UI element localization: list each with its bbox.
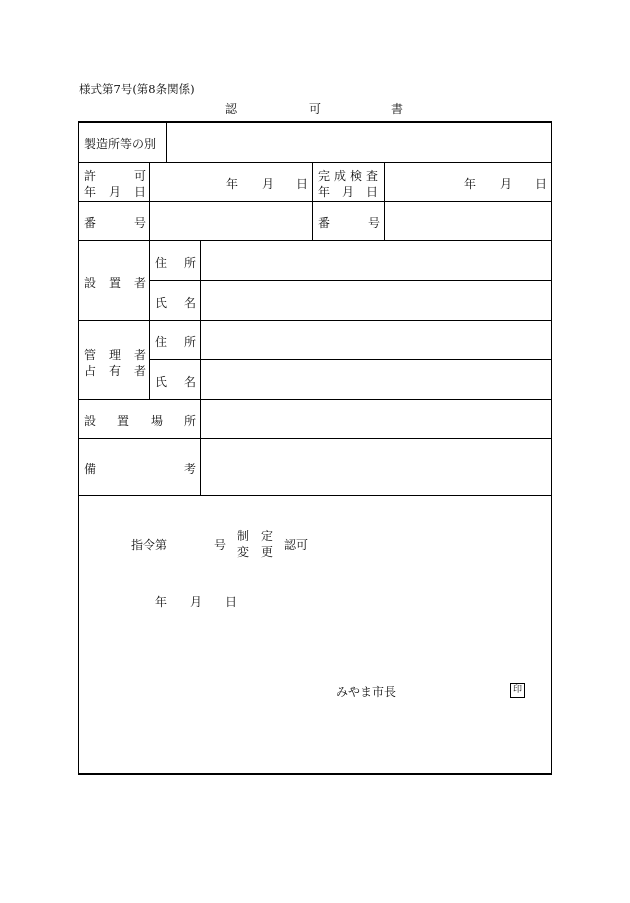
inspection-day-label: 日 [366,185,379,199]
choice-change: 変 更 [237,545,274,559]
inspection-label-char: 検 [350,169,363,183]
inspection-year-label: 年 [318,185,331,199]
table-top-border [78,121,552,123]
choice-enact: 制 定 [237,529,274,543]
inspection-date-year: 年 [464,177,477,191]
permit-date-year: 年 [226,177,239,191]
col-line [384,162,385,240]
installer-label-char: 者 [134,276,147,290]
permit-label-char: 許 [84,169,97,183]
occupant-label-char: 者 [134,364,147,378]
permit-number-label-char: 番 [84,216,97,230]
row-line [149,359,552,360]
seal-mark: 印 [510,683,525,698]
approved-text: 認可 [284,538,309,552]
row-line [78,495,552,496]
manager-name-label-char: 名 [184,375,197,389]
occupant-label-char: 占 [84,364,97,378]
inspection-number-label-char: 番 [318,216,331,230]
location-label-char: 設 [84,414,97,428]
approval-date-day: 日 [225,595,238,609]
title-char-3: 書 [391,102,404,116]
location-label-char: 場 [151,414,164,428]
factory-type-label: 製造所等の別 [84,137,157,151]
inspection-month-label: 月 [342,185,355,199]
col-line [149,162,150,240]
issuer-name: みやま市長 [336,685,397,699]
row-line [78,399,552,400]
title-char-1: 認 [225,102,238,116]
col-line [166,121,167,162]
permit-date-day: 日 [296,177,309,191]
inspection-label-char: 査 [366,169,379,183]
row-line [78,438,552,439]
occupant-label-char: 有 [109,364,122,378]
permit-month-label: 月 [109,185,122,199]
manager-label-char: 管 [84,348,97,362]
form-number-header: 様式第7号(第8条関係) [79,82,195,96]
approval-date-month: 月 [190,595,203,609]
remarks-label-char: 備 [84,462,97,476]
remarks-label-char: 考 [184,462,197,476]
installer-address-label-char: 住 [155,256,168,270]
installer-label-char: 置 [109,276,122,290]
permit-number-label-char: 号 [134,216,147,230]
col-line [149,240,150,399]
permit-date-month: 月 [262,177,275,191]
permit-label-char: 可 [134,169,147,183]
manager-label-char: 理 [109,348,122,362]
title-char-2: 可 [309,102,322,116]
installer-name-label-char: 氏 [155,296,168,310]
table-left-border [78,121,79,775]
permit-day-label: 日 [134,185,147,199]
table-right-border [551,121,552,775]
location-label-char: 所 [184,414,197,428]
row-line [149,280,552,281]
inspection-label-char: 完 [318,169,331,183]
manager-label-char: 者 [134,348,147,362]
installer-address-label-char: 所 [184,256,197,270]
table-bottom-border [78,773,552,775]
directive-prefix: 指令第 [131,538,168,552]
col-line [200,240,201,495]
installer-label-char: 設 [84,276,97,290]
location-label-char: 置 [117,414,130,428]
permit-year-label: 年 [84,185,97,199]
inspection-label-char: 成 [334,169,347,183]
col-line [312,162,313,240]
manager-address-label-char: 住 [155,335,168,349]
inspection-date-day: 日 [535,177,548,191]
manager-address-label-char: 所 [184,335,197,349]
inspection-date-month: 月 [500,177,513,191]
installer-name-label-char: 名 [184,296,197,310]
manager-name-label-char: 氏 [155,375,168,389]
inspection-number-label-char: 号 [368,216,381,230]
directive-number-suffix: 号 [214,538,227,552]
approval-date-year: 年 [155,595,168,609]
